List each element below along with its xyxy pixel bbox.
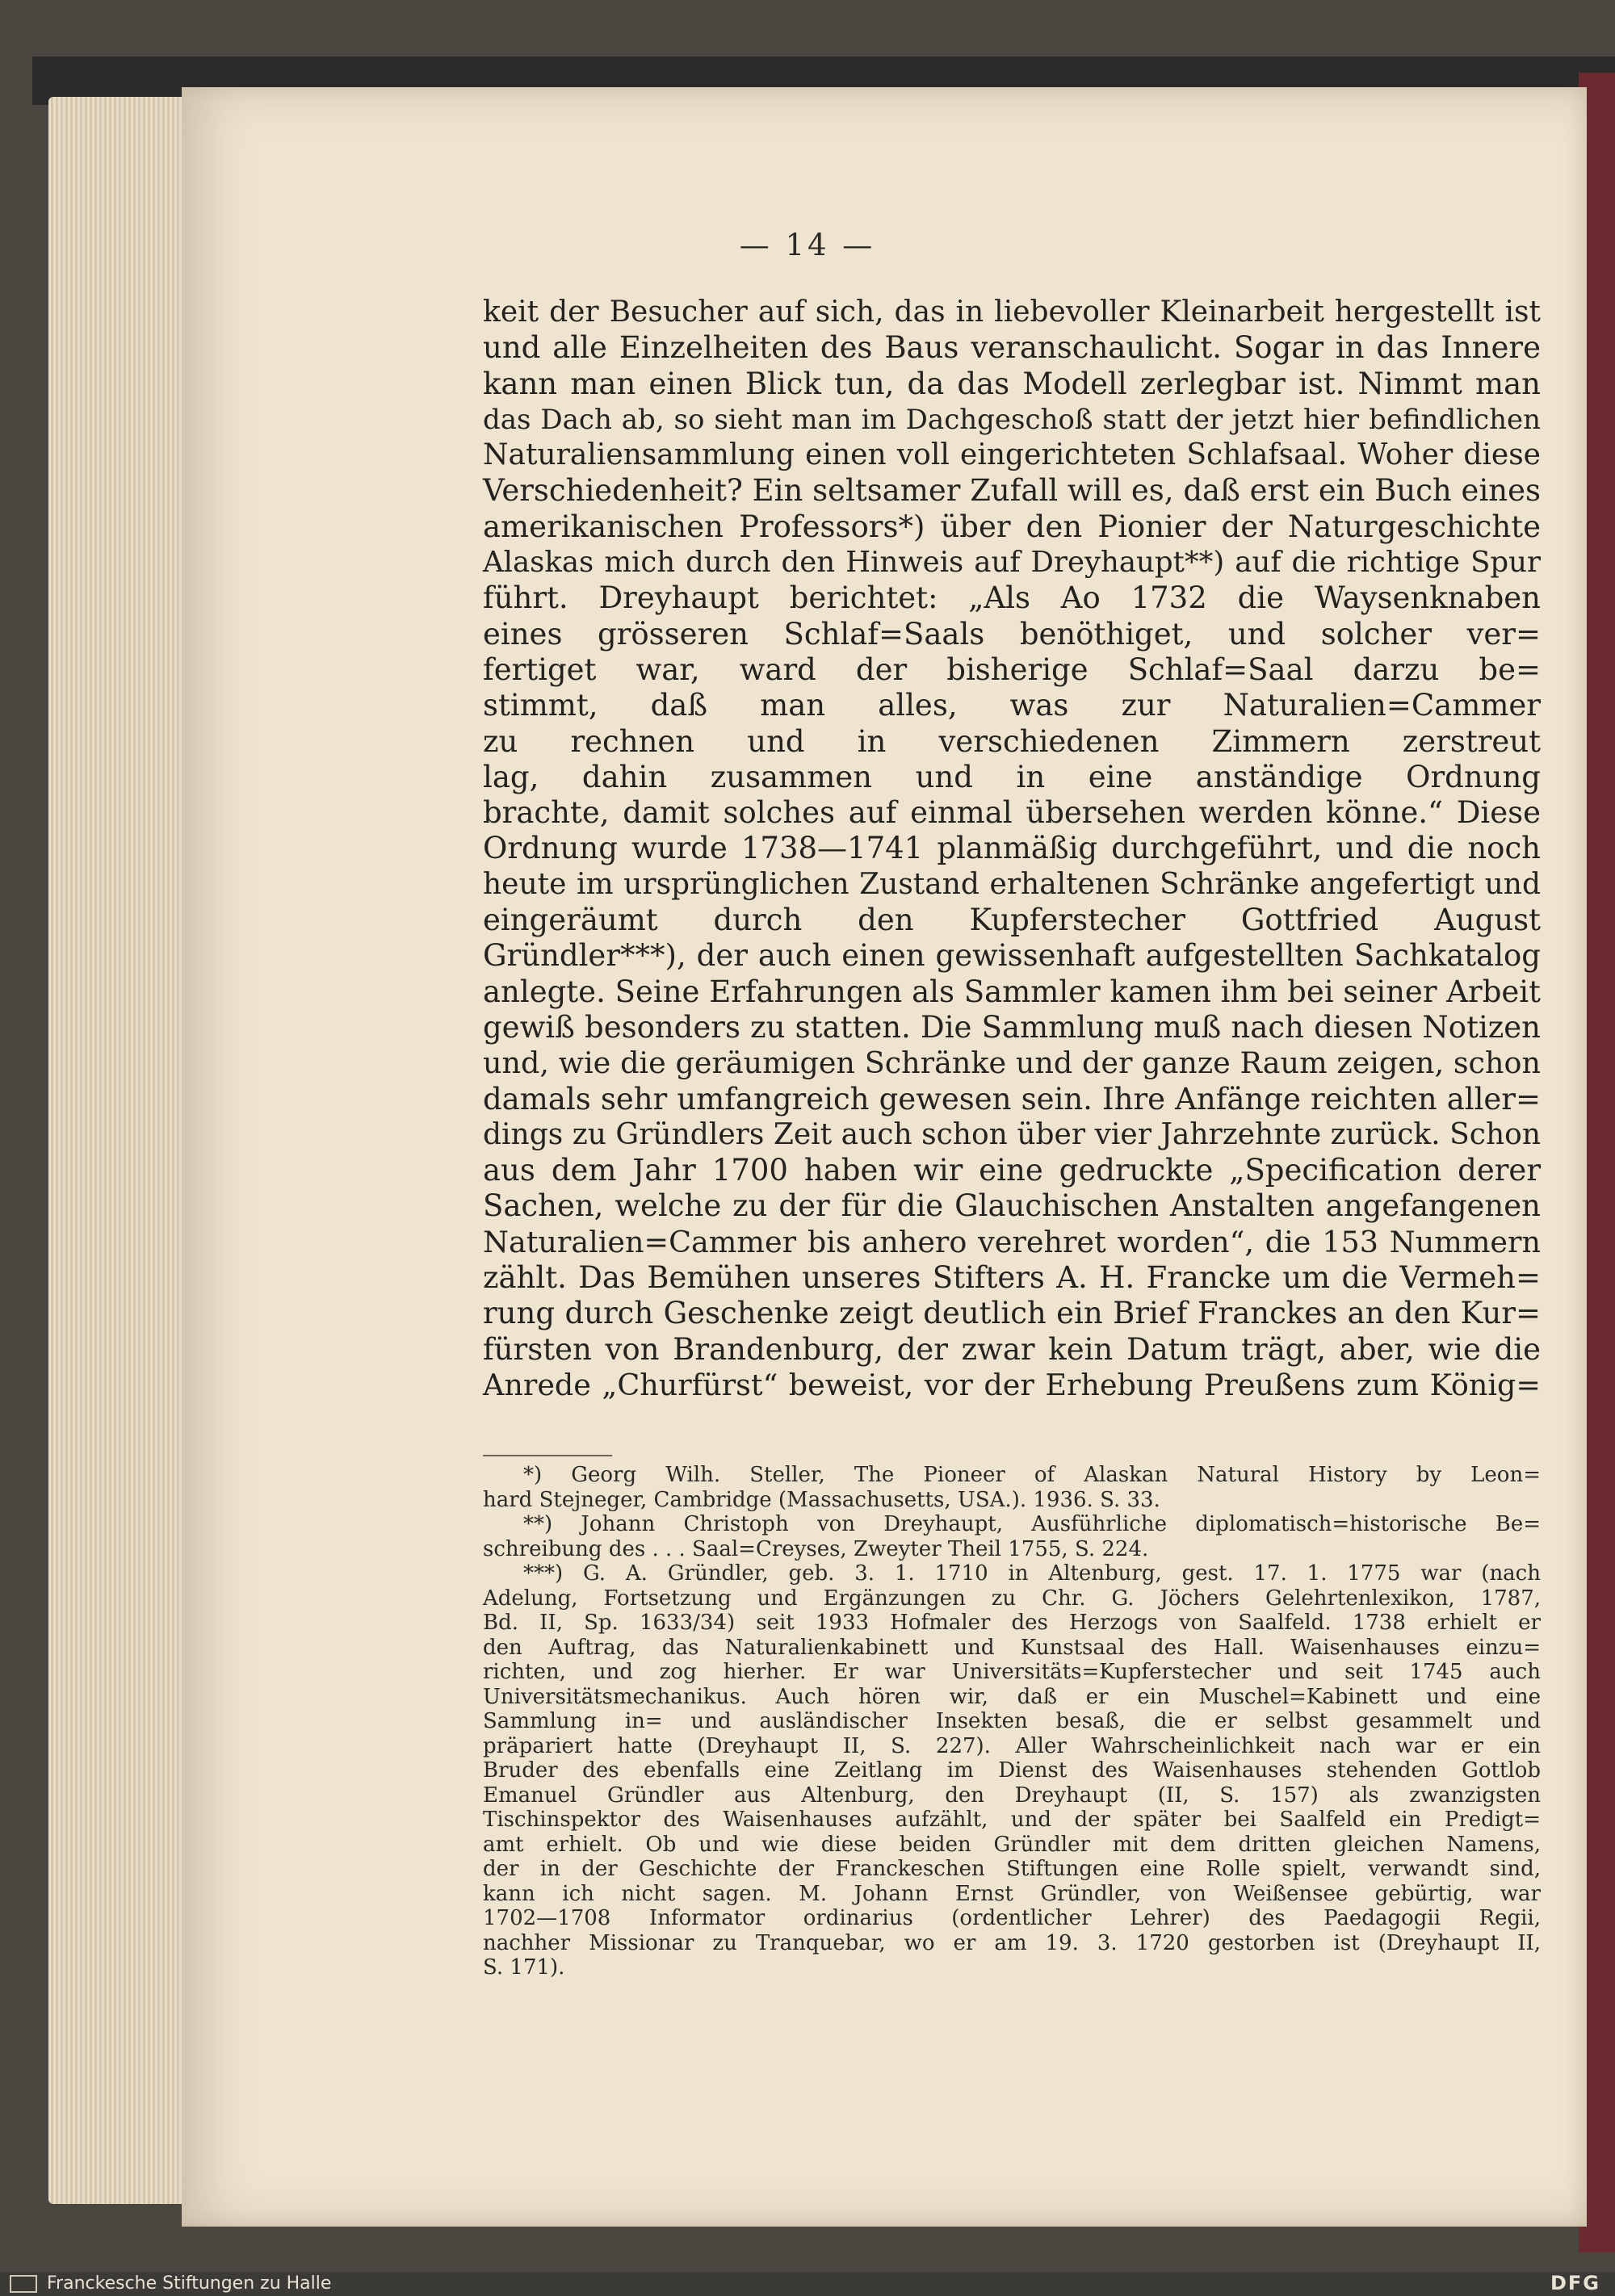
body-text [483, 295, 1541, 1403]
footnote-line: den Auftrag, das Naturalienkabinett und Kunstsaal des Hall. Waisenhauses einzu= [483, 1635, 1541, 1660]
body-line: damals sehr umfangreich gewesen sein. Ihre Anfänge reichten aller= [483, 1081, 1541, 1117]
body-line: rung durch Geschenke zeigt deutlich ein Brief Franckes an den Kur= [483, 1296, 1541, 1331]
body-line: fürsten von Brandenburg, der zwar kein Datum trägt, aber, wie die [483, 1331, 1541, 1367]
footnote-line: richten, und zog hierher. Er war Universitäts=Kupferstecher und seit 1745 auch [483, 1660, 1541, 1684]
body-line: aus dem Jahr 1700 haben wir eine gedruckte „Specification derer [483, 1153, 1541, 1188]
body-line: das Dach ab, so sieht man im Dachgeschoß statt der jetzt hier befindlichen [483, 403, 1541, 436]
institution-name: Franckesche Stiftungen zu Halle [47, 2273, 332, 2294]
page-number: — 14 — [739, 228, 876, 262]
body-line: Sachen, welche zu der für die Glauchischen Anstalten angefangenen [483, 1188, 1541, 1224]
footnote-line: 1702—1708 Informator ordinarius (ordentlicher Lehrer) des Paedagogii Regii, [483, 1906, 1541, 1930]
body-line: gewiß besonders zu statten. Die Sammlung muß nach diesen Notizen [483, 1009, 1541, 1045]
body-line: eines grösseren Schlaf=Saals benöthiget, und solcher ver= [483, 616, 1541, 652]
footnote-line: Bruder des ebenfalls eine Zeitlang im Dienst des Waisenhauses stehenden Gottlob [483, 1758, 1541, 1783]
body-line: zählt. Das Bemühen unseres Stifters A. H. Francke um die Vermeh= [483, 1260, 1541, 1296]
page-stack-edge [48, 97, 186, 2204]
body-line: keit der Besucher auf sich, das in liebevoller Kleinarbeit hergestellt ist [483, 295, 1541, 329]
body-line: eingeräumt durch den Kupferstecher Gottfried August [483, 903, 1541, 938]
body-line: Anrede „Churfürst“ beweist, vor der Erhebung Preußens zum König= [483, 1367, 1541, 1402]
body-line: Verschiedenheit? Ein seltsamer Zufall will es, daß erst ein Buch eines [483, 473, 1541, 509]
footnote-line: Emanuel Gründler aus Altenburg, den Dreyhaupt (II, S. 157) als zwanzigsten [483, 1783, 1541, 1808]
footnote-line: S. 171). [483, 1955, 565, 1980]
footnote-line: der in der Geschichte der Franckeschen Stiftungen eine Rolle spielt, verwandt sind, [483, 1857, 1541, 1881]
body-line: Gründler***), der auch einen gewissenhaft aufgestellten Sachkatalog [483, 938, 1541, 974]
body-line: lag, dahin zusammen und in eine anständige Ordnung [483, 759, 1541, 794]
footnote-line: Universitätsmechanikus. Auch hören wir, daß er ein Muschel=Kabinett und eine [483, 1684, 1541, 1709]
body-line: kann man einen Blick tun, da das Modell zerlegbar ist. Nimmt man [483, 366, 1541, 401]
body-line: Alaskas mich durch den Hinweis auf Dreyhaupt**) auf die richtige Spur [483, 546, 1541, 580]
institution-logo-icon [10, 2275, 37, 2293]
body-line: Naturaliensammlung einen voll eingerichteten Schlafsaal. Woher diese [483, 438, 1541, 472]
footnote-line: **) Johann Christoph von Dreyhaupt, Ausführliche diplomatisch=historische Be= [523, 1512, 1541, 1536]
footnote-line: amt erhielt. Ob und wie diese beiden Gründler mit dem dritten gleichen Namens, [483, 1832, 1541, 1857]
body-line: brachte, damit solches auf einmal übersehen werden könne.“ Diese [483, 795, 1541, 831]
body-line: zu rechnen und in verschiedenen Zimmern zerstreut [483, 723, 1541, 759]
body-line: und alle Einzelheiten des Baus veranschaulicht. Sogar in das Innere [483, 330, 1541, 366]
body-line: heute im ursprünglichen Zustand erhaltenen Schränke angefertigt und [483, 867, 1541, 901]
footnote-line: hard Stejneger, Cambridge (Massachusetts, USA.). 1936. S. 33. [483, 1487, 1160, 1512]
body-line: amerikanischen Professors*) über den Pionier der Naturgeschichte [483, 509, 1541, 544]
dfg-logo: DFG [1550, 2272, 1600, 2294]
footnote-line: schreibung des . . . Saal=Creyses, Zweyter Theil 1755, S. 224. [483, 1536, 1149, 1561]
body-line: fertiget war, ward der bisherige Schlaf=Saal darzu be= [483, 652, 1541, 687]
body-line: Ordnung wurde 1738—1741 planmäßig durchgeführt, und die noch [483, 831, 1541, 866]
footnote-line: *) Georg Wilh. Steller, The Pioneer of Alaskan Natural History by Leon= [523, 1463, 1541, 1487]
body-line: und, wie die geräumigen Schränke und der ganze Raum zeigen, schon [483, 1045, 1541, 1081]
footnote-line: ***) G. A. Gründler, geb. 3. 1. 1710 in Altenburg, gest. 17. 1. 1775 war (nach [523, 1561, 1541, 1586]
body-line: anlegte. Seine Erfahrungen als Sammler kamen ihm bei seiner Arbeit [483, 974, 1541, 1009]
footnotes [483, 1463, 1541, 1980]
footnote-line: Tischinspektor des Waisenhauses aufzählt, und der später bei Saalfeld ein Predigt= [483, 1808, 1541, 1832]
body-line: stimmt, daß man alles, was zur Naturalien=Cammer [483, 688, 1541, 723]
body-line: Naturalien=Cammer bis anhero verehret worden“, die 153 Nummern [483, 1224, 1541, 1259]
footnote-line: kann ich nicht sagen. M. Johann Ernst Gründler, von Weißensee gebürtig, war [483, 1881, 1541, 1906]
footnote-line: Adelung, Fortsetzung und Ergänzungen zu Chr. G. Jöchers Gelehrtenlexikon, 1787, [483, 1586, 1541, 1611]
footnote-line: präpariert hatte (Dreyhaupt II, S. 227). Aller Wahrscheinlichkeit nach war er ein [483, 1733, 1541, 1758]
footnote-line: Sammlung in= und ausländischer Insekten besaß, die er selbst gesammelt und [483, 1709, 1541, 1733]
footnote-line: Bd. II, Sp. 1633/34) seit 1933 Hofmaler des Herzogs von Saalfeld. 1738 erhielt er [483, 1611, 1541, 1635]
body-line: dings zu Gründlers Zeit auch schon über vier Jahrzehnte zurück. Schon [483, 1117, 1541, 1151]
body-line: führt. Dreyhaupt berichtet: „Als Ao 1732 die Waysenknaben [483, 580, 1541, 616]
footnote-divider [483, 1455, 612, 1456]
footnote-line: nachher Missionar zu Tranquebar, wo er am 19. 3. 1720 gestorben ist (Dreyhaupt II, [483, 1930, 1541, 1955]
